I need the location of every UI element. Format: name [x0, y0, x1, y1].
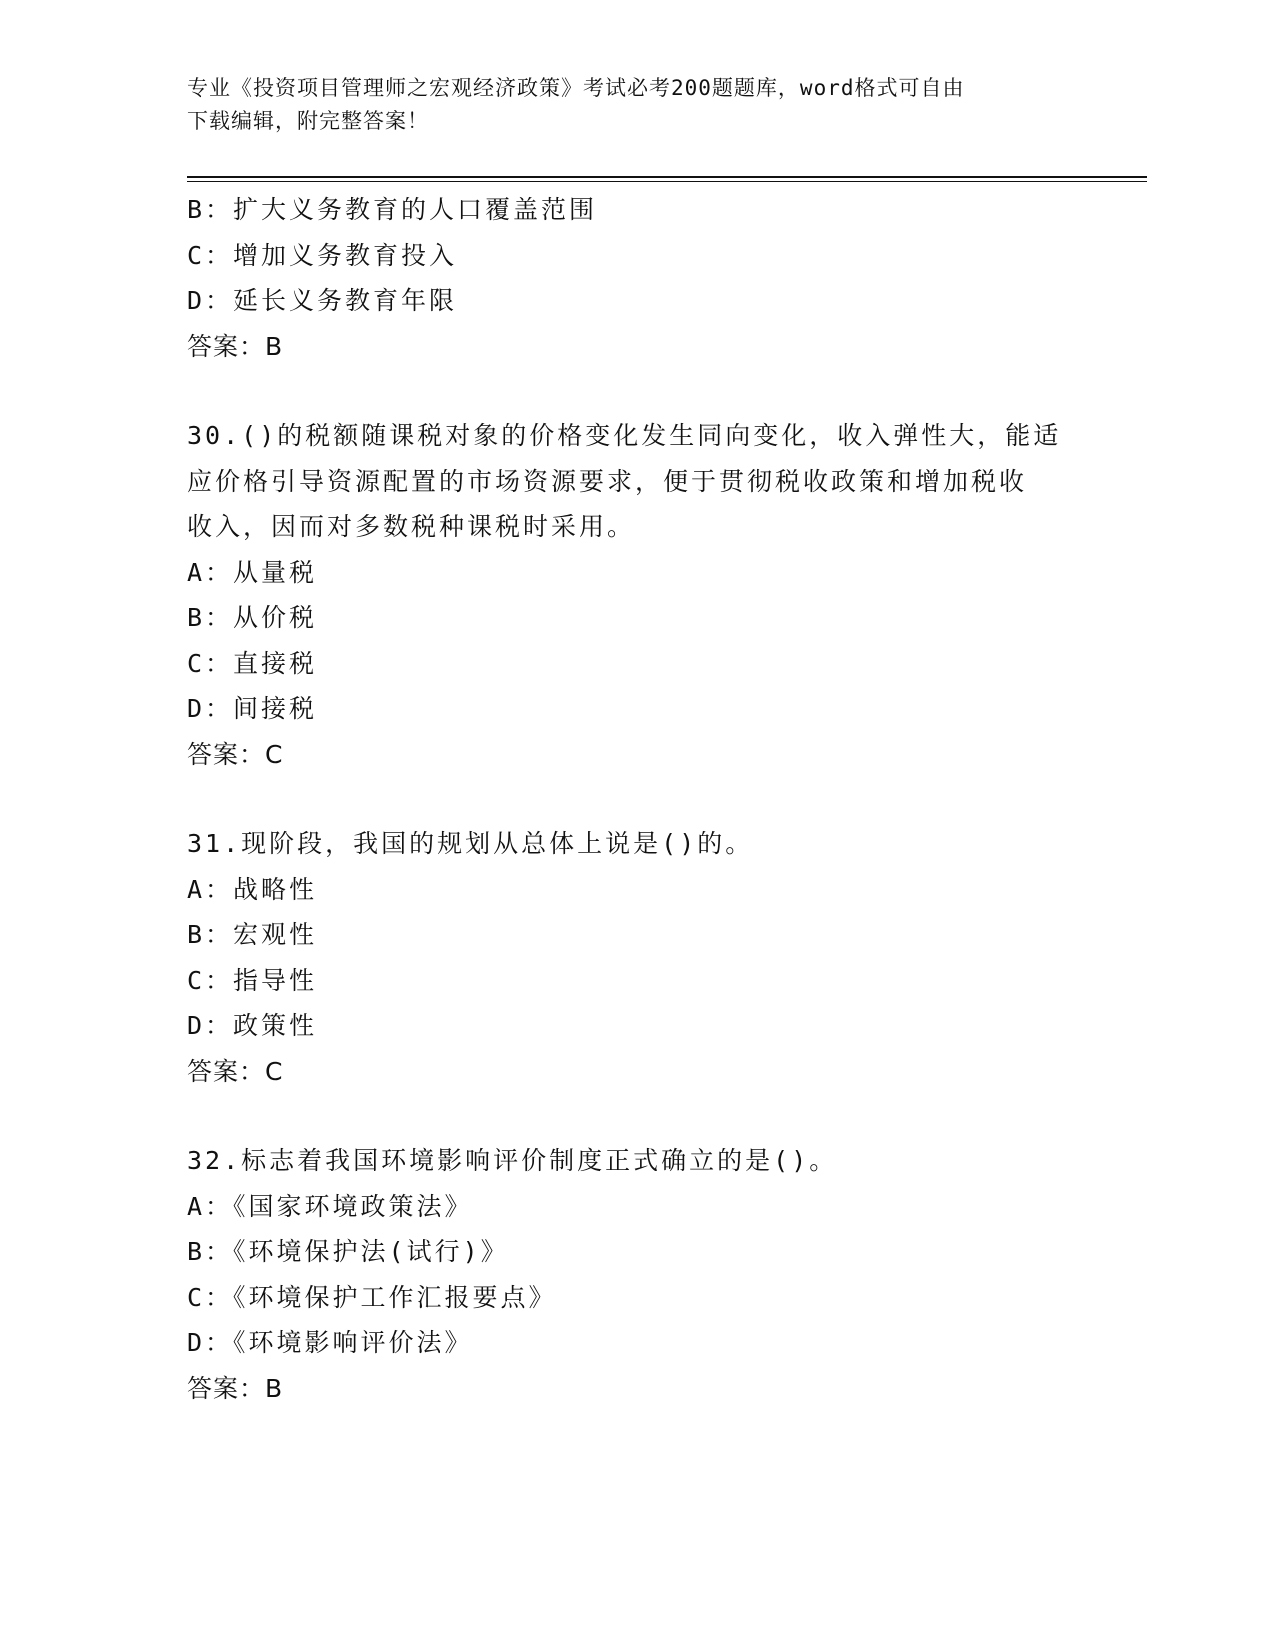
option-a: A：战略性 [187, 874, 318, 904]
option-c: C：指导性 [187, 965, 318, 995]
option-b: B：从价税 [187, 603, 318, 632]
option-b: B：《环境保护法(试行)》 [187, 1237, 509, 1266]
option-d: D：政策性 [187, 1011, 318, 1040]
option-c: C：《环境保护工作汇报要点》 [187, 1282, 557, 1312]
answer-line: 答案：C [187, 1056, 284, 1086]
option-d: D：延长义务教育年限 [187, 286, 458, 315]
header-line-2: 下载编辑，附完整答案！ [187, 109, 429, 133]
spacer [187, 777, 1087, 821]
question-block-29 [187, 187, 1087, 369]
question-stem: 30.()的税额随课税对象的价格变化发生同向变化，收入弹性大，能适 [187, 421, 1062, 450]
header-divider-thin [187, 181, 1147, 182]
document-header [187, 72, 1077, 138]
option-d: D：《环境影响评价法》 [187, 1328, 473, 1357]
header-divider-thick [187, 176, 1147, 178]
option-d: D：间接税 [187, 694, 318, 723]
question-stem: 应价格引导资源配置的市场资源要求，便于贯彻税收政策和增加税收 [187, 466, 1028, 496]
question-content [187, 187, 1087, 1411]
question-stem: 32.标志着我国环境影响评价制度正式确立的是()。 [187, 1146, 838, 1175]
header-line-1: 专业《投资项目管理师之宏观经济政策》考试必考200题题库，word格式可自由 [187, 76, 965, 100]
option-a: A：从量税 [187, 557, 318, 587]
question-stem: 收入，因而对多数税种课税时采用。 [187, 512, 636, 541]
spacer [187, 1094, 1087, 1138]
question-block-31 [187, 821, 1087, 1094]
option-b: B：宏观性 [187, 920, 318, 949]
spacer [187, 369, 1087, 413]
option-a: A：《国家环境政策法》 [187, 1191, 473, 1221]
option-c: C：增加义务教育投入 [187, 240, 458, 270]
answer-line: 答案：C [187, 739, 284, 769]
question-stem: 31.现阶段，我国的规划从总体上说是()的。 [187, 829, 754, 858]
answer-line: 答案：B [187, 331, 284, 361]
question-block-30 [187, 413, 1087, 777]
question-block-32 [187, 1138, 1087, 1411]
option-b: B：扩大义务教育的人口覆盖范围 [187, 195, 598, 224]
answer-line: 答案：B [187, 1373, 284, 1403]
option-c: C：直接税 [187, 648, 318, 678]
